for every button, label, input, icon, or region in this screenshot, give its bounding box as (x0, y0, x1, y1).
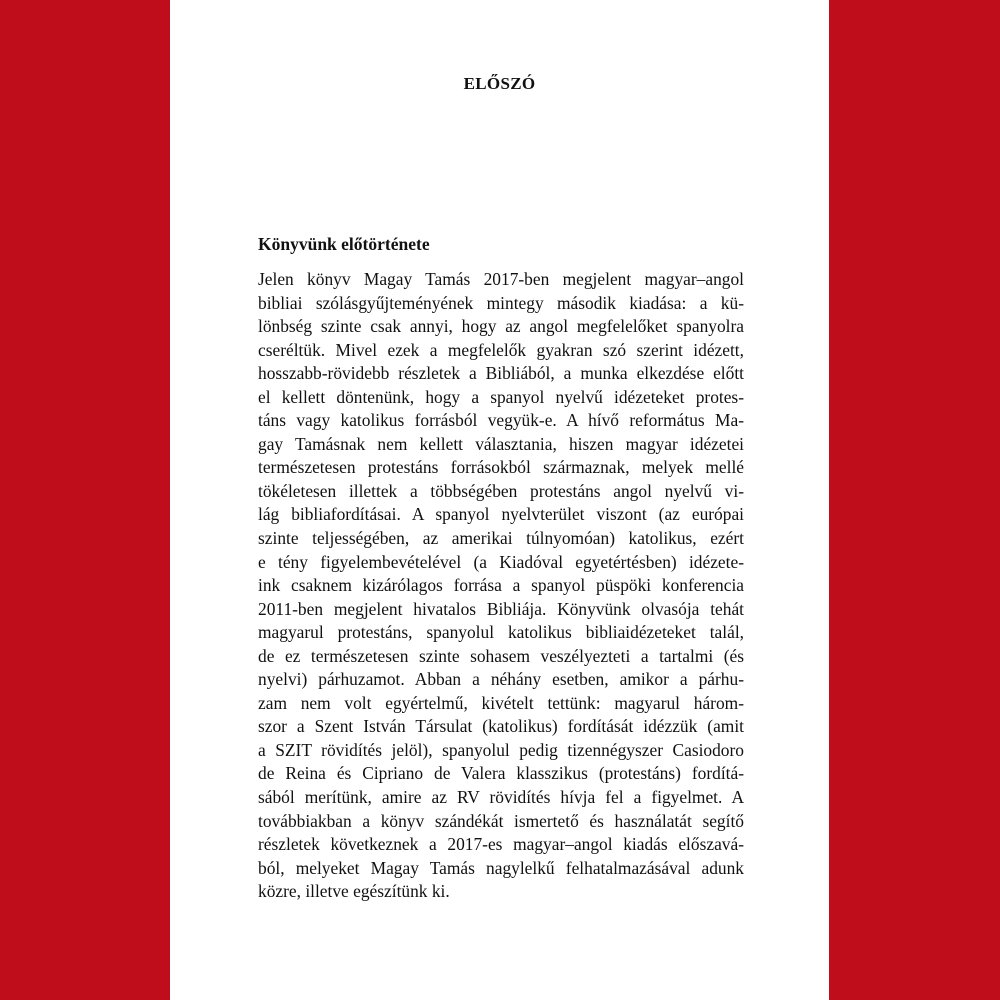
text-line: nyelvi) párhuzamot. Abban a néhány esetben, amikor a párhu- (258, 669, 744, 690)
text-line: hosszabb-rövidebb részletek a Bibliából, a munka elkezdése előtt (258, 363, 744, 384)
book-page (170, 0, 829, 1000)
text-line: de Reina és Cipriano de Valera klasszikus (protestáns) fordítá- (258, 763, 744, 784)
text-line: de ez természetesen szinte sohasem veszélyezteti a tartalmi (és (258, 645, 744, 666)
text-line: ink csaknem kizárólagos forrása a spanyol püspöki konferencia (258, 575, 744, 596)
section-heading: Könyvünk előtörténete (258, 234, 430, 254)
text-line: lönbség szinte csak annyi, hogy az angol megfelelőket spanyolra (258, 316, 744, 337)
preface-section (258, 232, 744, 904)
text-line: ból, melyeket Magay Tamás nagylelkű felhatalmazásával adunk (258, 857, 744, 878)
text-line: táns vagy katolikus forrásból vegyük-e. A hívő református Ma- (258, 410, 744, 431)
right-red-border (829, 0, 1000, 1000)
text-line: magyarul protestáns, spanyolul katolikus bibliaidézeteket talál, (258, 622, 744, 643)
text-line: lág bibliafordításai. A spanyol nyelvterület viszont (az európai (258, 504, 744, 525)
text-line: e tény figyelembevételével (a Kiadóval egyetértésben) idézete- (258, 551, 744, 572)
text-line: tökéletesen illettek a többségében protestáns angol nyelvű vi- (258, 480, 744, 501)
text-line: gay Tamásnak nem kellett választania, hiszen magyar idézetei (258, 433, 744, 454)
text-line: sából merítünk, amire az RV rövidítés hívja fel a figyelmet. A (258, 787, 744, 808)
text-line: 2011-ben megjelent hivatalos Bibliája. Könyvünk olvasója tehát (258, 598, 744, 619)
text-line: cseréltük. Mivel ezek a megfelelők gyakran szó szerint idézett, (258, 339, 744, 360)
left-red-border (0, 0, 170, 1000)
text-line: részletek következnek a 2017-es magyar–angol kiadás előszavá- (258, 834, 744, 855)
chapter-title: ELŐSZÓ (463, 74, 536, 93)
text-line: zam nem volt egyértelmű, kivételt tettünk: magyarul három- (258, 692, 744, 713)
body-paragraph (258, 268, 744, 904)
text-line: el kellett döntenünk, hogy a spanyol nyelvű idézeteket protes- (258, 386, 744, 407)
text-line: szinte teljességében, az amerikai túlnyomóan) katolikus, ezért (258, 528, 744, 549)
text-line: természetesen protestáns forrásokból származnak, melyek mellé (258, 457, 744, 478)
text-line: továbbiakban a könyv szándékát ismertető és használatát segítő (258, 810, 744, 831)
text-line: a SZIT rövidítés jelöl), spanyolul pedig tizennégyszer Casiodoro (258, 739, 744, 760)
text-line: Jelen könyv Magay Tamás 2017-ben megjelent magyar–angol (258, 269, 744, 289)
text-line: szor a Szent István Társulat (katolikus) fordítását idézzük (amit (258, 716, 744, 737)
text-line: bibliai szólásgyűjteményének mintegy második kiadása: a kü- (258, 292, 744, 313)
text-line: közre, illetve egészítünk ki. (258, 881, 450, 902)
